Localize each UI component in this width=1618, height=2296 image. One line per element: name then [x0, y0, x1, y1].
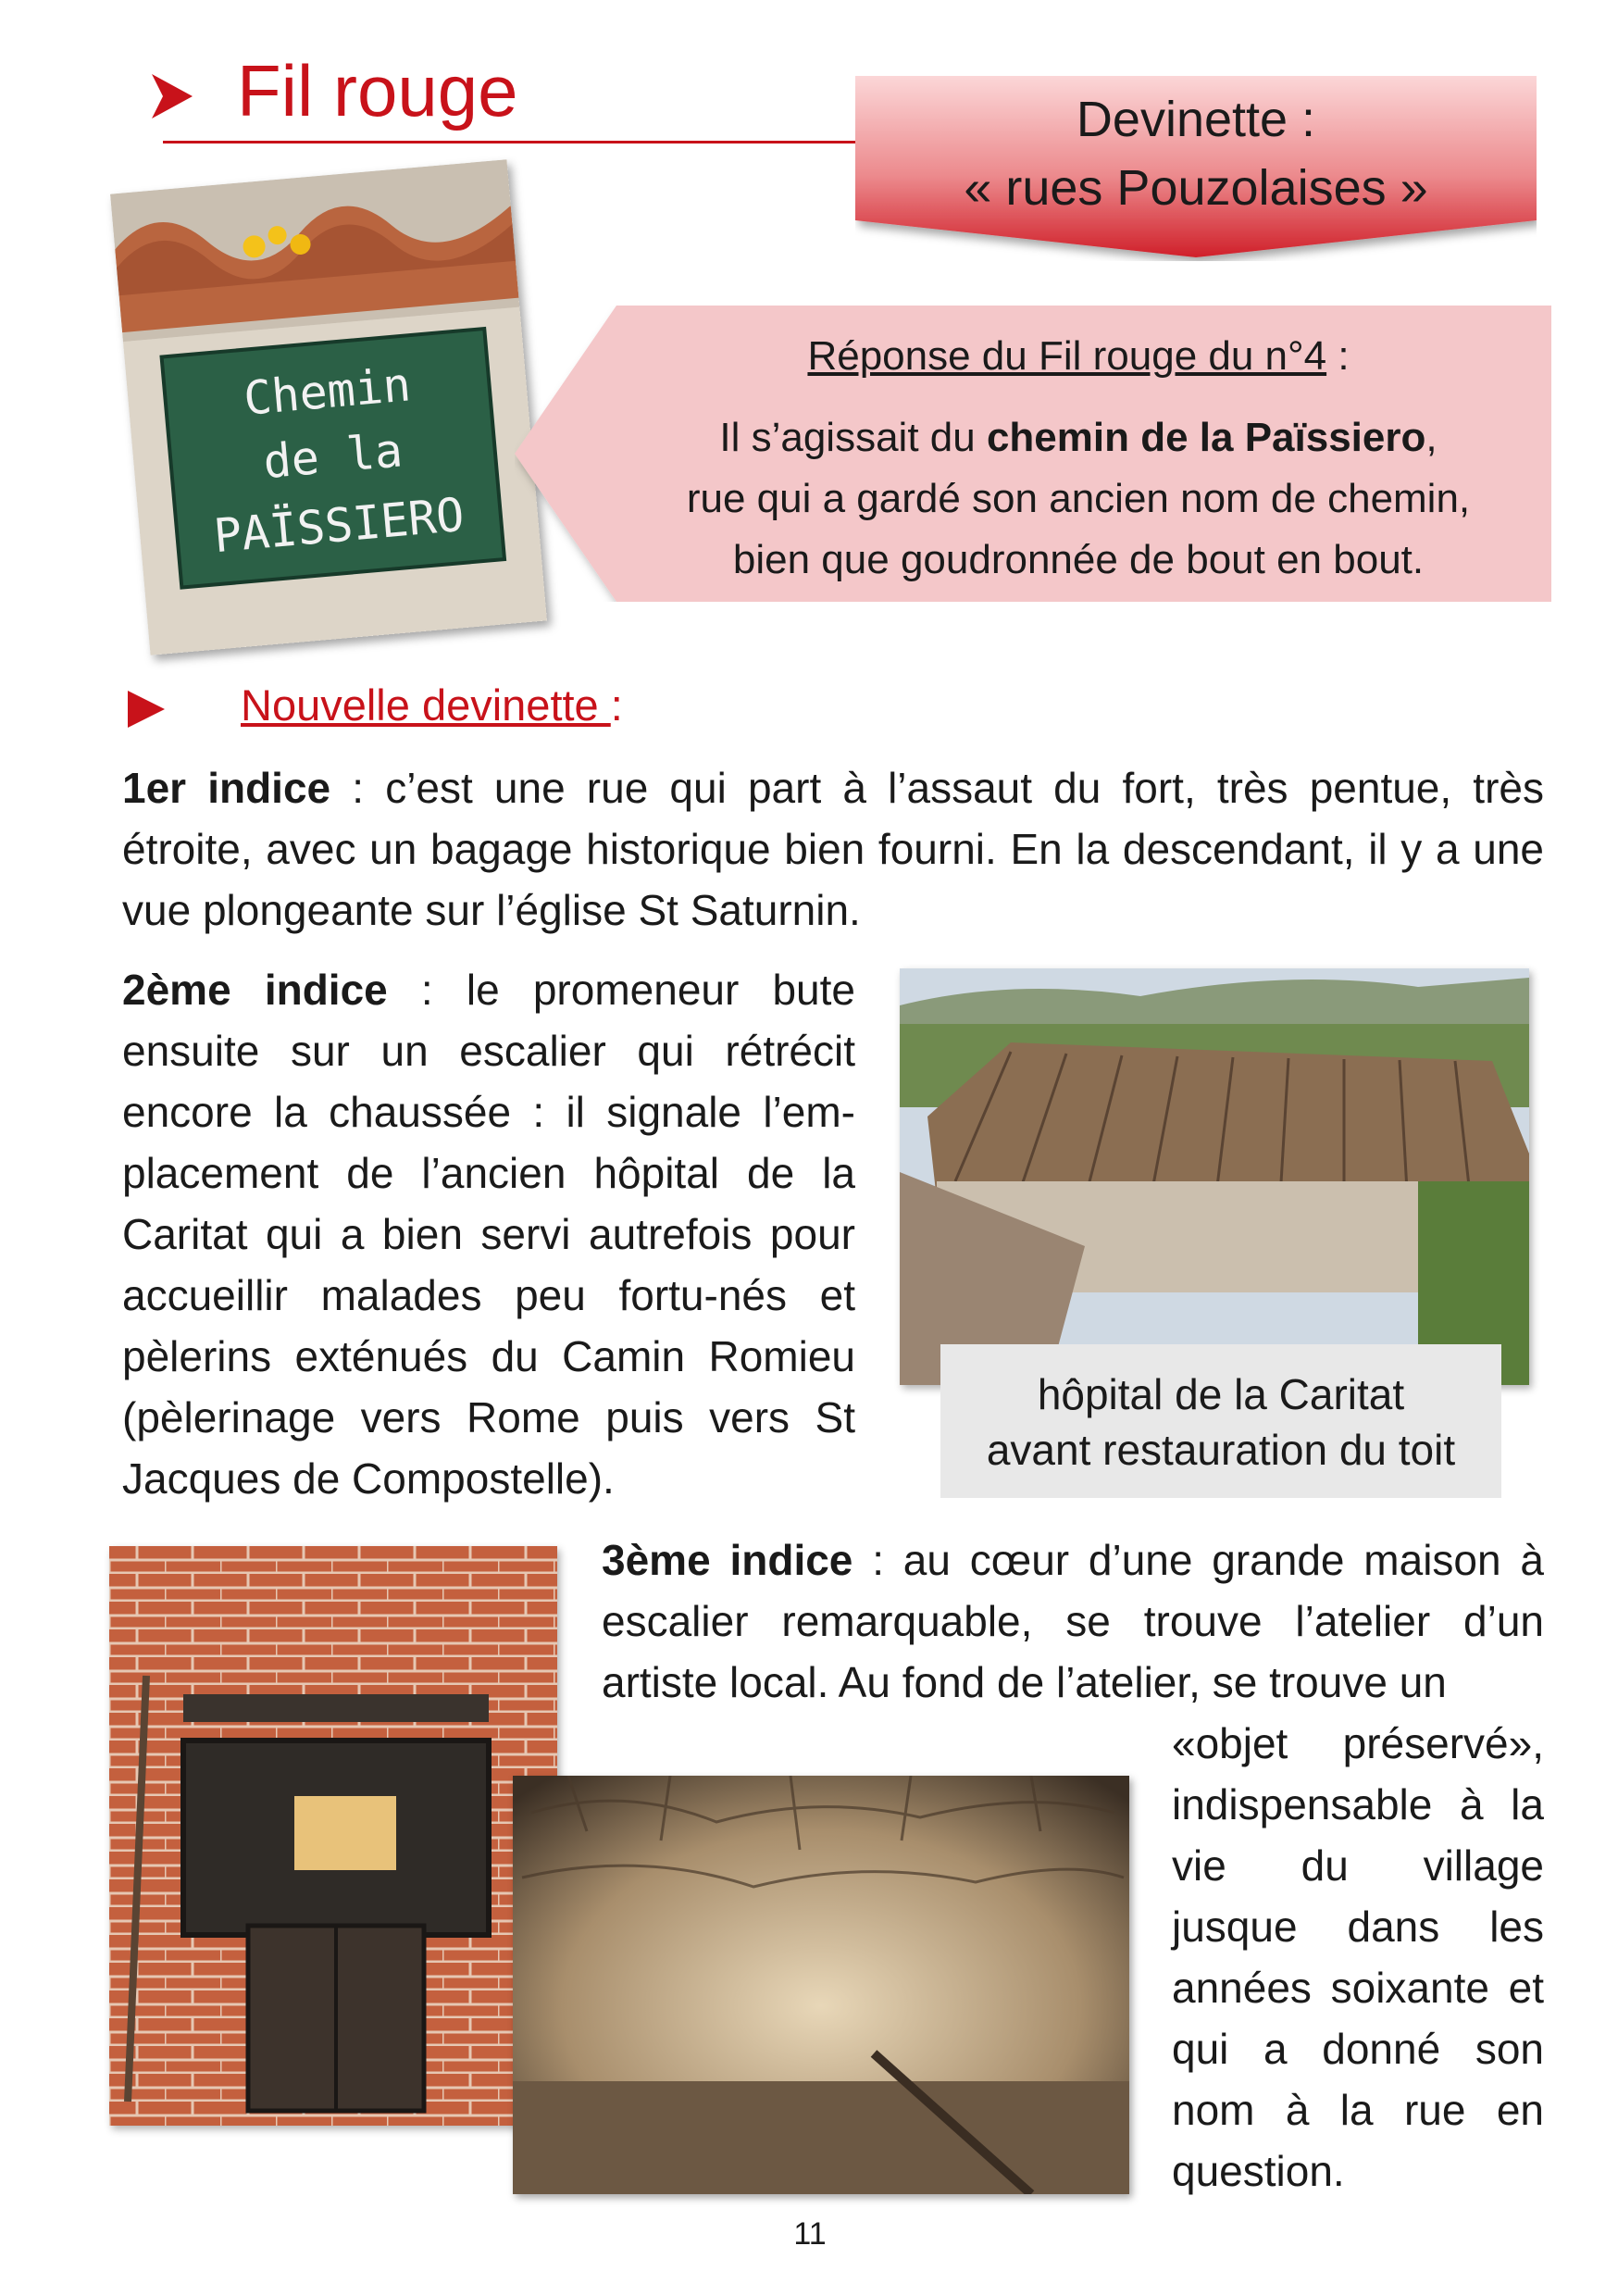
new-riddle-label: Nouvelle devinette	[241, 680, 611, 730]
answer-line-1	[611, 407, 1546, 468]
street-sign-photo	[110, 159, 547, 655]
clue-2-paragraph	[122, 959, 855, 1509]
new-riddle-colon: :	[610, 680, 623, 730]
hospital-photo	[900, 968, 1529, 1385]
chevron-right-icon	[148, 72, 196, 120]
clue-3-continuation: «objet préservé», indispensable à la vie du village jusque dans les années soixante et qui a donné son nom à la rue en question.	[1172, 1719, 1544, 2195]
banner-line-2: « rues Pouzolaises »	[964, 160, 1428, 216]
page-number: 11	[793, 2216, 827, 2252]
title-underline	[163, 141, 866, 144]
clue-3-paragraph	[602, 1529, 1544, 1713]
new-riddle-heading	[241, 680, 623, 730]
triangle-right-icon	[126, 689, 167, 730]
answer-lead: Il s’agissait du	[719, 415, 987, 460]
answer-highlight: chemin de la Païssiero	[986, 415, 1426, 460]
sign-line-2: de la	[261, 423, 405, 490]
clue-1-label: 1er indice	[122, 764, 331, 812]
caption-line-2: avant restauration du toit	[986, 1426, 1456, 1474]
answer-title: Réponse du Fil rouge du n°4	[807, 333, 1327, 379]
sign-line-1: Chemin	[242, 357, 414, 426]
caption-line-1: hôpital de la Caritat	[1037, 1370, 1405, 1418]
banner-line-1: Devinette :	[1076, 92, 1316, 147]
page-title: Fil rouge	[237, 50, 518, 131]
answer-line-2: rue qui a gardé son ancien nom de chemin,	[686, 476, 1471, 521]
clue-1-text: : c’est une rue qui part à l’assaut du fort, très pentue, très étroite, avec un bagage historique bien fourni. En la descendant, il y a une vue plongeante sur l’église St Saturnin.	[122, 764, 1544, 934]
answer-after-highlight: ,	[1425, 415, 1438, 460]
bread-oven-photo	[109, 1546, 557, 2126]
clue-3-label: 3ème indice	[602, 1536, 853, 1584]
oven-vault-photo	[513, 1776, 1129, 2194]
clue-3-text: : au cœur d’une grande maison à escalier remarquable, se trouve l’atelier d’un artiste local. Au fond de l’atelier, se trouve un	[602, 1536, 1544, 1706]
answer-heading	[611, 326, 1546, 387]
sign-line-3: PAÏSSIERO	[211, 487, 467, 564]
answer-text	[611, 326, 1546, 591]
answer-line-3: bien que goudronnée de bout en bout.	[732, 537, 1425, 582]
clue-2-text: : le promeneur bute ensuite sur un escalier qui rétrécit encore la chaussée : il signale l’em-placement de l’ancien hôpital de la Caritat qui a bien servi autrefois pour accueillir malades peu fortu-nés et pèlerins exténués du Camin Romieu (pèlerinage vers Rome puis vers St Jacques de Compostelle).	[122, 966, 855, 1503]
clue-2-label: 2ème indice	[122, 966, 388, 1014]
answer-title-suffix: :	[1326, 333, 1350, 379]
clue-1-paragraph	[122, 757, 1544, 941]
riddle-banner-text	[855, 85, 1537, 222]
hospital-caption	[940, 1344, 1501, 1498]
